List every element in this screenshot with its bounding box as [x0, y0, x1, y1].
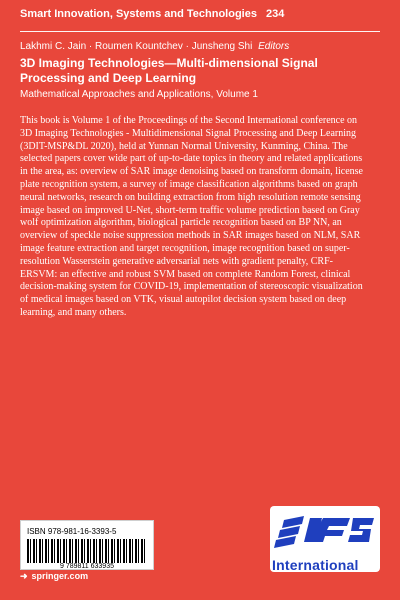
springer-link[interactable] — [20, 571, 88, 582]
isbn-text: ISBN 978-981-16-3393-5 — [27, 527, 117, 536]
barcode-digits: 9 789811 633935 — [60, 563, 114, 570]
book-subtitle: Mathematical Approaches and Applications, Volume 1 — [20, 89, 258, 100]
header-divider — [20, 31, 380, 32]
editors-line — [20, 41, 289, 52]
book-description: This book is Volume 1 of the Proceedings of the Second International conference on 3D Imaging Technologies - Multidimensional Signal Processing and Deep Learning (3DIT-MSP&DL 2020), held at Yunnan Normal University, Kunming, China. The selected papers cover wide part of up-to-date topics in theory and related applications in the area, as: overview of SAR image denoising based on transform domain, license plate recognition system, a survey of image classification algorithms based on graph neural networks, research on building extraction from high resolution remote sensing image based on improved U-Net, short-term traffic volume prediction based on Gray wolf optimization algorithm, biological particle recognition based on BP NN, an overview of speckle noise suppression methods in SAR images based on NLM, SAR image feature extraction and target recognition, image recognition based on super-resolution Wasserstein generative adversarial nets with gradient penalty, CRF-ERSVM: an effective and robust SVM based on complete Random Forest, clinical decision-making system for COVID-19, implementation of stereoscopic visualization of medical images based on VTK, visual autopilot decision system based on deep learning, and many others. — [20, 115, 363, 318]
series-number: 234 — [266, 8, 285, 20]
springer-text: springer.com — [31, 571, 89, 581]
barcode — [27, 539, 147, 563]
arrow-icon: ➜ — [20, 571, 28, 581]
book-title: 3D Imaging Technologies—Multi-dimensional Signal Processing and Deep Learning — [20, 56, 318, 85]
series-title: Smart Innovation, Systems and Technologies — [20, 8, 257, 20]
editors-role: Editors — [258, 41, 290, 52]
kes-logo-text: International — [272, 557, 359, 573]
series-line — [20, 8, 284, 20]
isbn-barcode-box — [20, 520, 154, 570]
editors-names: Lakhmi C. Jain · Roumen Kountchev · Junsheng Shi — [20, 41, 253, 52]
